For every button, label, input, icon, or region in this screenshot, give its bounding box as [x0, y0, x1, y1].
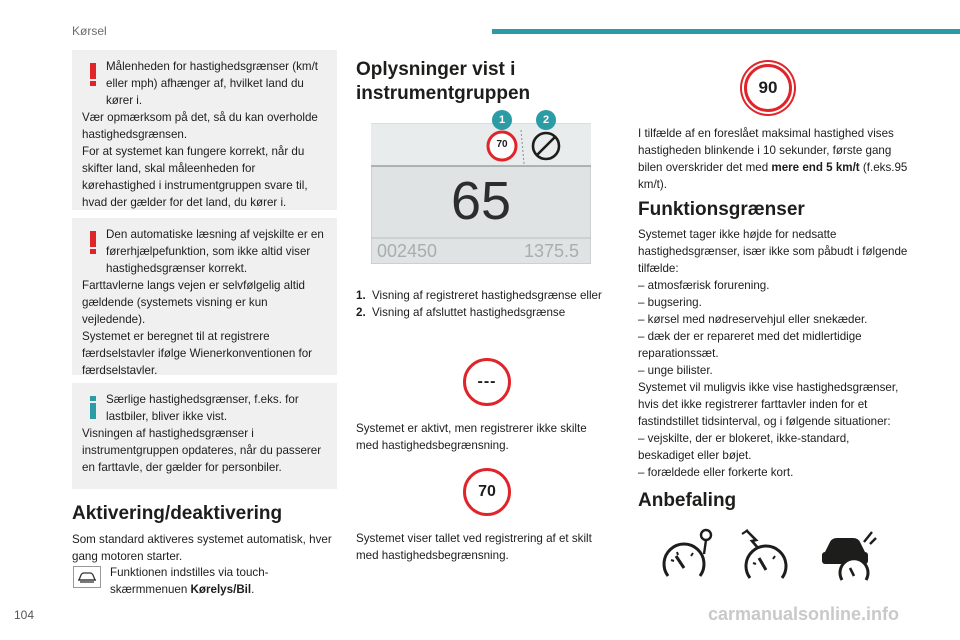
recommend-heading: Anbefaling	[638, 490, 737, 511]
func-text: Funktionen indstilles via touch-skærmmenuen	[110, 566, 269, 596]
note-line: Vær opmærksom på det, så du kan overholde hastighedsgrænsen.	[82, 111, 318, 141]
list-number: 1.	[356, 289, 366, 302]
note-line: Visningen af hastighedsgrænser i instrumentgruppen opdateres, når du passerer en farttavle, der gælder for personbiler.	[82, 427, 322, 474]
suggested-limit-paragraph	[638, 125, 908, 193]
caption-text: Systemet er aktivt, men registrerer ikke skilte med hastighedsbegrænsning.	[356, 422, 587, 452]
activation-func-text	[110, 564, 335, 598]
limits-line: – kørsel med nødreservehjul eller snekæder.	[638, 313, 868, 326]
activation-text	[72, 531, 332, 565]
watermark: carmanualsonline.info	[708, 604, 900, 624]
car-speed-sensor-icon	[820, 528, 882, 584]
section-label: Kørsel	[72, 24, 107, 38]
legend-list	[356, 287, 606, 321]
menu-separator: /	[233, 583, 237, 596]
paragraph-bold: mere end 5 km/t	[771, 161, 860, 174]
paragraph-text: I tilfælde af en foreslået maksimal hastighed vises hastigheden blinkende i 10 sekunder, første gang bilen overskrider det med	[638, 127, 894, 174]
paragraph-text-end: (f.eks.95 km/t).	[638, 161, 908, 191]
speed-sign-90: 90	[744, 64, 792, 112]
limits-line: Systemet tager ikke højde for nedsatte hastighedsgrænser, især ikke som påbudt i følgende tilfælde:	[638, 228, 908, 275]
limits-line: – forældede eller forkerte kort.	[638, 466, 794, 479]
cluster-trip: 1375.5	[523, 241, 579, 261]
cluster-speed: 65	[450, 171, 512, 231]
speed-sign-70: 70	[463, 468, 511, 516]
list-text: Visning af afsluttet hastighedsgrænse	[372, 306, 566, 319]
callout-2: 2	[536, 110, 556, 130]
speedometer-tap-icon	[740, 528, 798, 584]
list-item	[356, 304, 606, 321]
header-accent-bar	[492, 29, 960, 34]
info-icon	[86, 394, 100, 420]
note-line: Systemet er beregnet til at registrere færdselstavler ifølge Wienerkonventionen for færdselstavler.	[82, 330, 313, 377]
warning-note-units	[72, 50, 337, 210]
info-note-special-limits	[72, 383, 337, 489]
list-text: Visning af registreret hastighedsgrænse eller	[372, 289, 602, 302]
activation-paragraph: Som standard aktiveres systemet automatisk, hver gang motoren starter.	[72, 533, 332, 563]
warning-icon	[86, 61, 100, 87]
speedometer-settings-icon	[660, 528, 718, 584]
limits-line: – atmosfærisk forurening.	[638, 279, 770, 292]
note-line: Målenheden for hastighedsgrænser (km/t eller mph) afhænger af, hvilket land du kører i.	[106, 60, 319, 107]
limits-line: Systemet vil muligvis ikke vise hastighedsgrænser, hvis det ikke registrerer farttavler inden for et fastindstillet tidsinterval, og i følgende situationer:	[638, 381, 899, 428]
cluster-odometer: 002450	[377, 241, 438, 261]
limits-line: – unge bilister.	[638, 364, 713, 377]
instrument-heading: Oplysninger vist i instrumentgruppen	[356, 59, 531, 104]
activation-heading: Aktivering/deaktivering	[72, 503, 283, 524]
list-item	[356, 287, 606, 304]
sign-70-caption	[356, 530, 606, 564]
caption-text: Systemet viser tallet ved registrering af et skilt med hastighedsbegrænsning.	[356, 532, 592, 562]
limits-heading: Funktionsgrænser	[638, 199, 805, 220]
note-line: For at systemet kan fungere korrekt, når du skifter land, skal måleenheden for kørehastighed i instrumentgruppen svare til, hvad der gælder for det land, du kører i.	[82, 145, 308, 209]
warning-note-reading	[72, 218, 337, 375]
note-line: Farttavlerne langs vejen er selvfølgelig altid gældende (systemets visning er kun vejledende).	[82, 279, 305, 326]
note-line: Den automatiske læsning af vejskilte er en førerhjælpefunktion, som ikke altid viser hastighedsgrænser korrekt.	[106, 228, 324, 275]
page-number: 104	[14, 608, 35, 622]
limits-line: – bugsering.	[638, 296, 702, 309]
car-icon	[73, 566, 101, 588]
menu-bil: Bil	[236, 583, 252, 596]
instrument-cluster-illustration	[371, 110, 591, 264]
speed-sign-dashes: ---	[463, 358, 511, 406]
limits-line: – vejskilte, der er blokeret, ikke-standard, beskadiget eller bøjet.	[638, 432, 850, 462]
list-number: 2.	[356, 306, 366, 319]
sign-dashes-caption	[356, 420, 606, 454]
callout-1: 1	[492, 110, 512, 130]
warning-icon	[86, 229, 100, 255]
cluster-limit-sign: 70	[496, 139, 508, 150]
limits-text	[638, 226, 908, 481]
limits-line: – dæk der er repareret med det midlertidige reparationssæt.	[638, 330, 862, 360]
menu-kørelys: Kørelys	[190, 583, 234, 596]
func-text-end: .	[251, 583, 255, 596]
note-line: Særlige hastighedsgrænser, f.eks. for lastbiler, bliver ikke vist.	[106, 393, 299, 423]
